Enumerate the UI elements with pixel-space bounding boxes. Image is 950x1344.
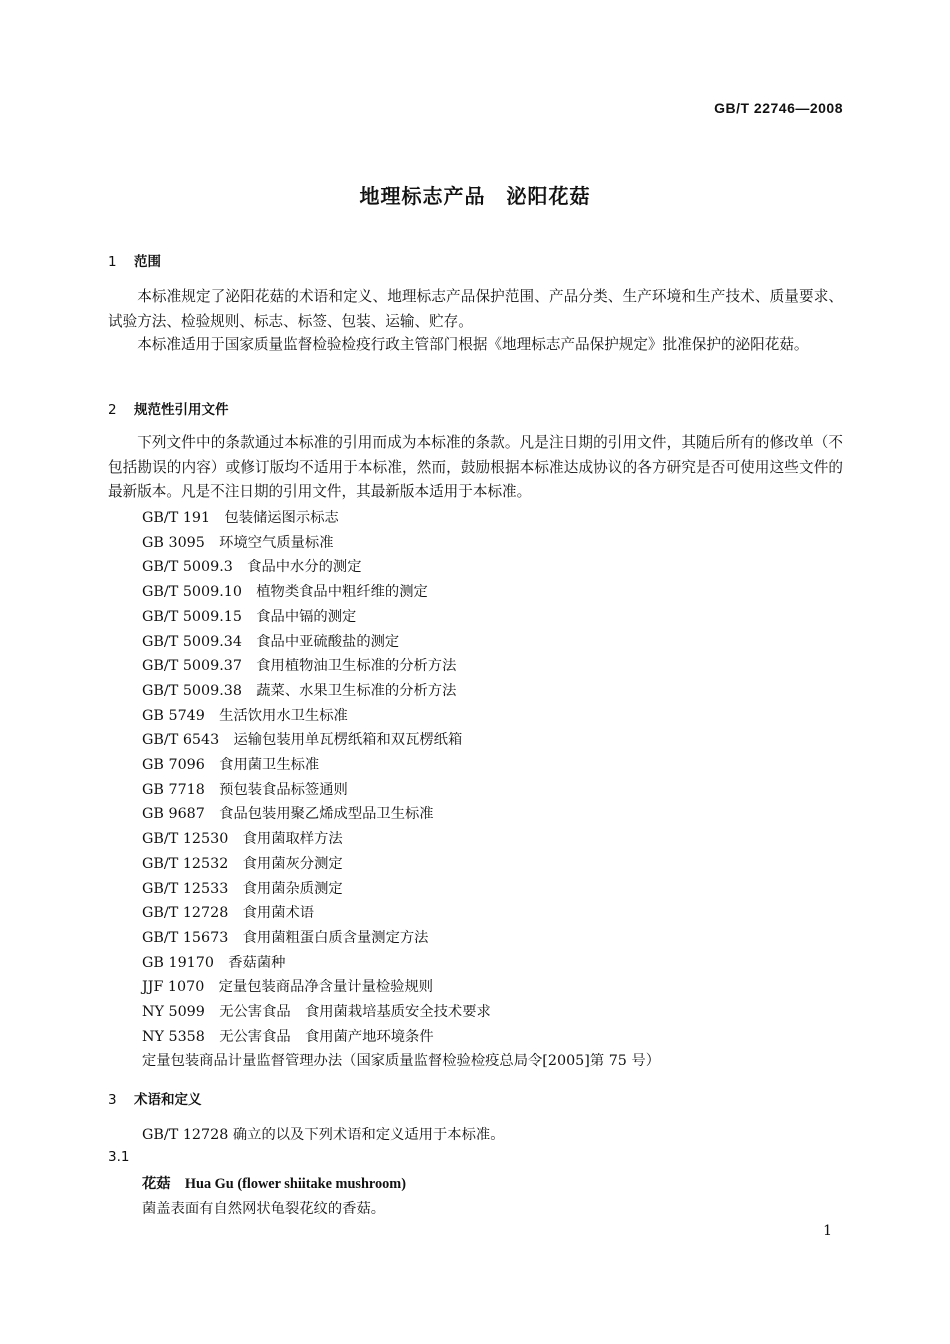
section-title: 范围 (134, 254, 161, 270)
reference-item (142, 778, 660, 803)
reference-item (142, 802, 660, 827)
reference-title: 食用植物油卫生标准的分析方法 (256, 658, 457, 675)
reference-code: GB/T 5009.38 (142, 682, 242, 699)
reference-code: GB/T 5009.10 (142, 584, 242, 601)
reference-code: NY 5358 (142, 1028, 205, 1045)
reference-title: 预包装食品标签通则 (219, 781, 348, 798)
reference-code: GB 3095 (142, 534, 205, 551)
section-heading-2 (108, 398, 229, 418)
reference-item (142, 901, 660, 926)
reference-item (142, 654, 660, 679)
section-title: 术语和定义 (134, 1092, 202, 1108)
reference-code: NY 5099 (142, 1004, 205, 1021)
subsection-number: 3.1 (108, 1149, 130, 1165)
reference-title: 环境空气质量标准 (219, 534, 334, 551)
reference-item (142, 679, 660, 704)
reference-title: 蔬菜、水果卫生标准的分析方法 (256, 682, 457, 699)
reference-title: 定量包装商品净含量计量检验规则 (218, 979, 434, 996)
reference-title: 食用菌灰分测定 (242, 855, 343, 872)
reference-item (142, 531, 660, 556)
reference-title: 植物类食品中粗纤维的测定 (256, 584, 428, 601)
reference-code: GB 7096 (142, 757, 205, 774)
reference-item (142, 506, 660, 531)
term-definition: 菌盖表面有自然网状龟裂花纹的香菇。 (142, 1201, 386, 1217)
section-number: 3 (108, 1092, 117, 1108)
reference-item (142, 1025, 660, 1050)
reference-code: JJF 1070 (142, 979, 205, 996)
reference-list (142, 506, 660, 1074)
reference-item (142, 852, 660, 877)
reference-code: GB/T 191 (142, 510, 211, 526)
reference-title: 无公害食品 食用菌栽培基质安全技术要求 (219, 1004, 491, 1021)
reference-item (142, 555, 660, 580)
reference-code: GB 5749 (142, 707, 205, 724)
reference-code: GB/T 5009.34 (142, 633, 242, 650)
paragraph: 下列文件中的条款通过本标准的引用而成为本标准的条款。凡是注日期的引用文件，其随后所有的修改单（不包括勘误的内容）或修订版均不适用于本标准，然而，鼓励根据本标准达成协议的各方研究是否可使用这些文件的最新版本。凡是不注日期的引用文件，其最新版本适用于本标准。 (108, 434, 843, 500)
reference-title: 食用菌术语 (242, 905, 315, 922)
reference-title: 香菇菌种 (228, 954, 286, 971)
reference-code: GB/T 5009.3 (142, 559, 233, 576)
terms-intro: GB/T 12728 确立的以及下列术语和定义适用于本标准。 (142, 1127, 505, 1143)
reference-code: GB/T 12728 (142, 905, 229, 922)
reference-code: GB/T 12533 (142, 880, 229, 897)
reference-title: 生活饮用水卫生标准 (219, 707, 348, 724)
reference-item (142, 877, 660, 902)
paragraph: 本标准适用于国家质量监督检验检疫行政主管部门根据《地理标志产品保护规定》批准保护的泌阳花菇。 (137, 336, 809, 353)
term-cn: 花菇 (142, 1176, 171, 1192)
reference-item (142, 1000, 660, 1025)
section-title: 规范性引用文件 (134, 402, 229, 418)
page-number: 1 (823, 1223, 832, 1239)
reference-title: 食用菌取样方法 (242, 831, 343, 848)
reference-title: 食品中亚硫酸盐的测定 (256, 633, 400, 650)
reference-title: 食用菌杂质测定 (242, 880, 343, 897)
reference-code: GB/T 15673 (142, 929, 229, 946)
reference-code: GB/T 12532 (142, 855, 229, 872)
reference-code: GB/T 12530 (142, 831, 229, 848)
reference-item (142, 975, 660, 1000)
standard-number: GB/T 22746—2008 (714, 100, 843, 116)
reference-item (142, 704, 660, 729)
reference-title: 食品包装用聚乙烯成型品卫生标准 (219, 806, 434, 823)
reference-item (142, 580, 660, 605)
reference-item (142, 951, 660, 976)
reference-title: 包装储运图示标志 (224, 510, 339, 526)
reference-code: GB/T 6543 (142, 732, 220, 749)
reference-item (142, 630, 660, 655)
term-entry (142, 1173, 406, 1193)
section-number: 1 (108, 254, 117, 270)
reference-title: 食品中镉的测定 (256, 608, 357, 625)
reference-item (142, 728, 660, 753)
term-en: Hua Gu (flower shiitake mushroom) (184, 1176, 406, 1192)
reference-title: 运输包装用单瓦楞纸箱和双瓦楞纸箱 (233, 732, 463, 749)
reference-code: GB 9687 (142, 806, 205, 823)
reference-code: GB 7718 (142, 781, 205, 798)
reference-title: 定量包装商品计量监督管理办法（国家质量监督检验检疫总局令[2005]第 75 号） (142, 1053, 661, 1070)
section-number: 2 (108, 402, 117, 418)
reference-title: 食用菌卫生标准 (219, 757, 320, 774)
reference-item (142, 605, 660, 630)
reference-code: GB/T 5009.15 (142, 608, 242, 625)
document-title: 地理标志产品 泌阳花菇 (359, 184, 591, 208)
reference-item (142, 926, 660, 951)
reference-code: GB 19170 (142, 954, 214, 971)
reference-title: 无公害食品 食用菌产地环境条件 (219, 1028, 434, 1045)
reference-code: GB/T 5009.37 (142, 658, 242, 675)
reference-title: 食品中水分的测定 (247, 559, 362, 576)
reference-item (142, 1049, 660, 1074)
reference-title: 食用菌粗蛋白质含量测定方法 (242, 929, 429, 946)
section-heading-1 (108, 250, 161, 270)
paragraph: 本标准规定了泌阳花菇的术语和定义、地理标志产品保护范围、产品分类、生产环境和生产技术、质量要求、试验方法、检验规则、标志、标签、包装、运输、贮存。 (108, 288, 843, 330)
section-heading-3 (108, 1088, 202, 1108)
reference-item (142, 827, 660, 852)
reference-item (142, 753, 660, 778)
